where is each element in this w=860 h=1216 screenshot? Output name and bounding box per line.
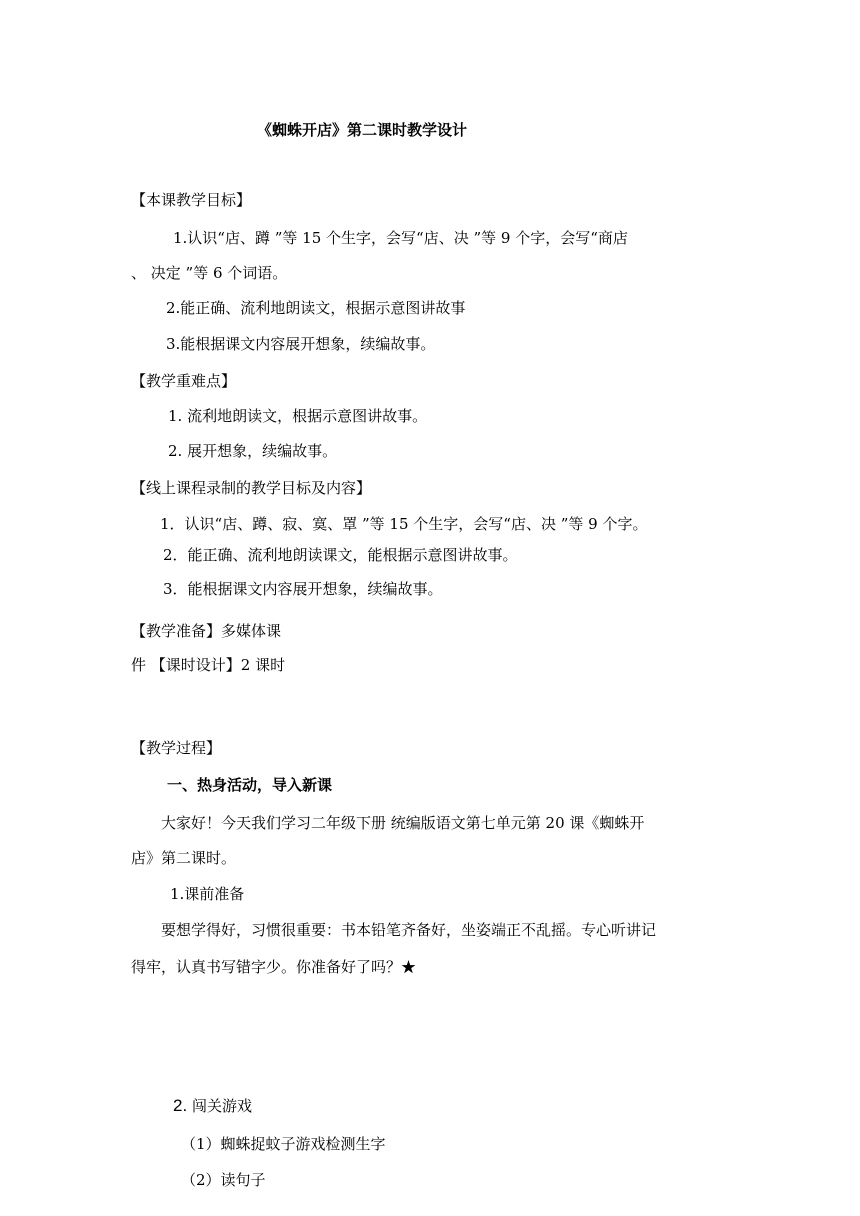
prep-line-1: 【教学准备】多媒体课 [131,622,282,640]
prep-line-2: 件 【课时设计】2 课时 [131,656,286,674]
objective-item-1-cont: 、 决定 ”等 6 个词语。 [131,264,288,282]
intro-line-2: 店》第二课时。 [131,849,237,867]
key-points-heading: 【教学重难点】 [131,372,237,390]
page-title: 《蜘蛛开店》第二课时教学设计 [257,121,468,139]
prep-text-line-2: 得牢，认真书写错字少。你准备好了吗？★ [131,958,417,976]
online-item-2: 2．能正确、流利地朗读课文，能根据示意图讲故事。 [163,546,518,564]
intro-line-1: 大家好！今天我们学习二年级下册 统编版语文第七单元第 20 课《蜘蛛开 [161,814,645,832]
online-heading: 【线上课程录制的教学目标及内容】 [131,479,372,497]
sub-2-label: 闯关游戏 [191,1097,252,1115]
sub-2-number: 2. [173,1096,188,1115]
section-1-heading: 一、热身活动，导入新课 [167,776,333,794]
key-point-item-1: 1. 流利地朗读文，根据示意图讲故事。 [168,407,428,425]
sub-2-heading [173,1096,252,1116]
online-item-3: 3．能根据课文内容展开想象，续编故事。 [163,580,443,598]
objective-item-3: 3.能根据课文内容展开想象，续编故事。 [166,335,436,353]
sub-2-item-b: （2）读句子 [181,1171,266,1189]
online-item-1: 1．认识“店、蹲、寂、寞、罩 ”等 15 个生字，会写“店、决 ”等 9 个字。 [160,515,648,533]
objective-item-1: 1.认识“店、蹲 ”等 15 个生字，会写“店、决 ”等 9 个字，会写“商店 [173,229,628,247]
sub-2-item-a: （1）蜘蛛捉蚊子游戏检测生字 [181,1135,386,1153]
objective-item-2: 2.能正确、流利地朗读文，根据示意图讲故事 [166,299,466,317]
key-point-item-2: 2. 展开想象，续编故事。 [168,442,338,460]
process-heading: 【教学过程】 [131,739,222,757]
objectives-heading: 【本课教学目标】 [131,191,252,209]
prep-text-line-1: 要想学得好，习惯很重要：书本铅笔齐备好，坐姿端正不乱摇。专心听讲记 [161,921,657,939]
sub-1-heading: 1.课前准备 [170,885,245,903]
